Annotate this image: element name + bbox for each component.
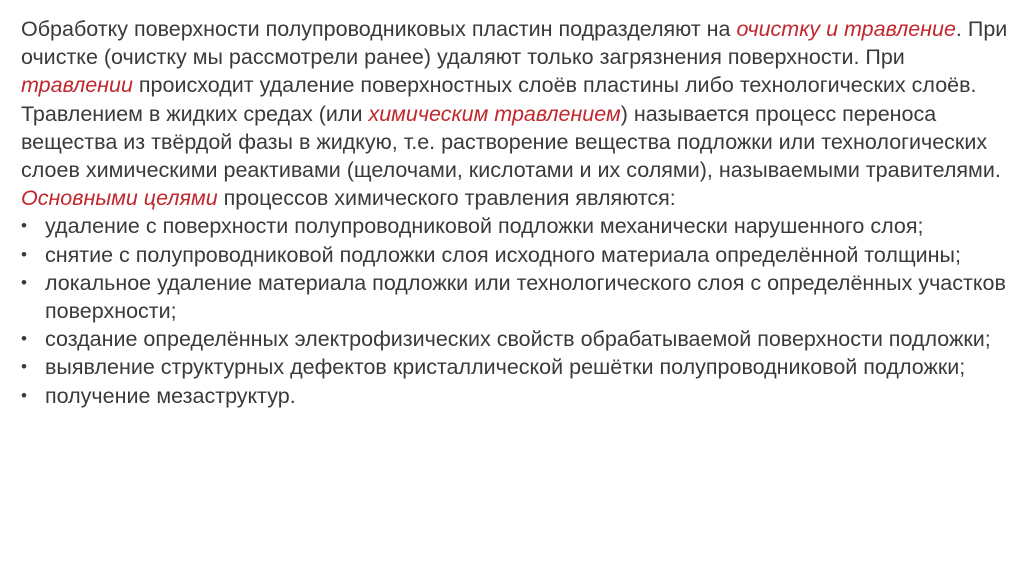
- bullet-icon: •: [21, 216, 27, 236]
- goals-list: [21, 212, 1011, 409]
- intro-text-2: . При очистке (очистку мы рассмотрели ранее) удаляют только загрязнения поверхности. При: [21, 17, 1008, 70]
- definition-paragraph: [21, 100, 1011, 185]
- list-item: [21, 212, 1011, 240]
- definition-text-2: ) называется процесс переноса вещества из твёрдой фазы в жидкую, т.е. растворение вещества подложки или технологических слоев химическими реактивами (щелочами, кислотами и их солями), называемыми травителями.: [21, 101, 1001, 183]
- slide-content: [21, 15, 1011, 410]
- list-item-text: удаление с поверхности полупроводниковой подложки механически нарушенного слоя;: [45, 214, 924, 239]
- list-item: [21, 353, 1011, 381]
- list-item: [21, 382, 1011, 410]
- list-item-text: выявление структурных дефектов кристаллической решётки полупроводниковой подложки;: [45, 355, 966, 380]
- goals-highlight: Основными целями: [21, 186, 218, 211]
- bullet-icon: •: [21, 244, 27, 264]
- bullet-icon: •: [21, 329, 27, 349]
- definition-highlight-chemical-etching: химическим травлением: [368, 101, 621, 126]
- intro-text-1: Обработку поверхности полупроводниковых пластин подразделяют на: [21, 17, 737, 41]
- intro-text-3: происходит удаление поверхностных слоёв пластины либо технологических слоёв.: [132, 73, 977, 98]
- list-item-text: получение мезаструктур.: [45, 383, 296, 408]
- intro-highlight-cleaning-etching: очистку и травление: [736, 17, 956, 41]
- list-item: [21, 241, 1011, 269]
- definition-text-1: Травлением в жидких средах (или: [21, 101, 369, 126]
- list-item-text: снятие с полупроводниковой подложки слоя исходного материала определённой толщины;: [45, 242, 961, 267]
- bullet-icon: •: [21, 272, 27, 292]
- list-item: [21, 325, 1011, 353]
- list-item-text: создание определённых электрофизических свойств обрабатываемой поверхности подложки;: [45, 327, 991, 352]
- intro-paragraph: [21, 15, 1011, 100]
- list-item-text: локальное удаление материала подложки или технологического слоя с определённых участков поверхности;: [45, 270, 1006, 324]
- intro-highlight-etching: травлении: [21, 73, 133, 98]
- bullet-icon: •: [21, 385, 27, 405]
- goals-heading: [21, 184, 1011, 212]
- list-item: [21, 269, 1011, 325]
- bullet-icon: •: [21, 357, 27, 377]
- goals-heading-text: процессов химического травления являются:: [217, 186, 676, 211]
